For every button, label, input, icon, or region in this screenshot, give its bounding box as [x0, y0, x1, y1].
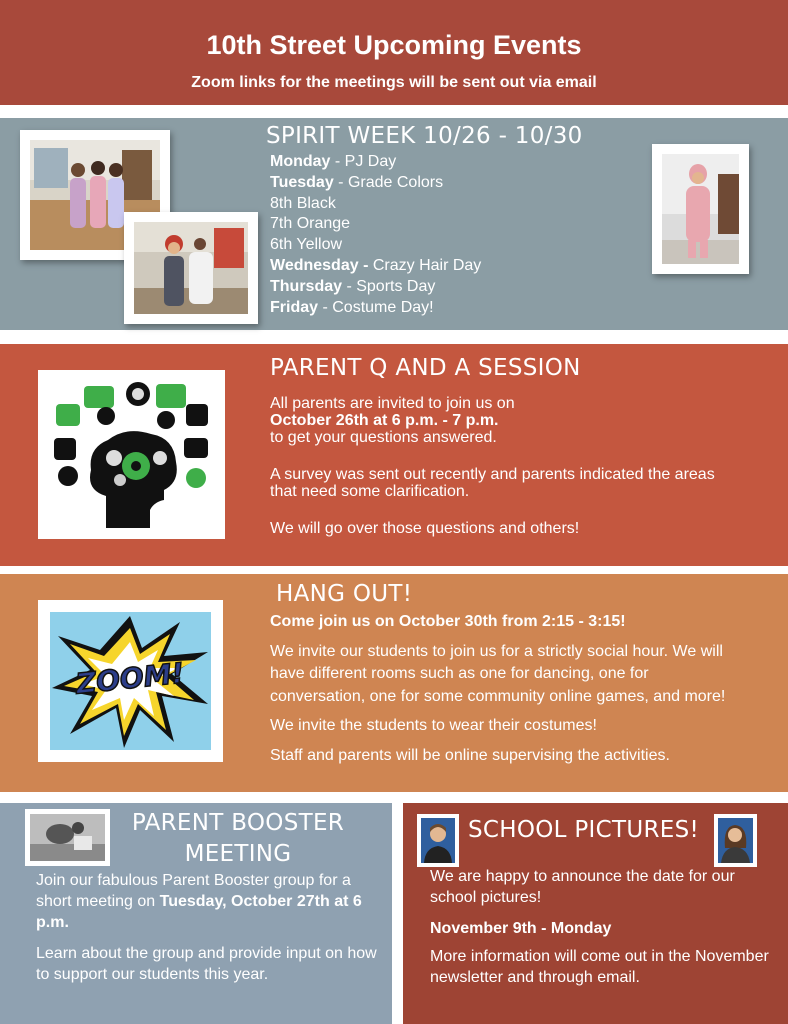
student-portrait-girl-image [718, 818, 753, 863]
pictures-date: November 9th - Monday [430, 920, 612, 937]
parent-booster-title [118, 808, 358, 870]
schedule-line-friday: Friday - Costume Day! [270, 298, 434, 316]
spirit-week-title: SPIRIT WEEK 10/26 - 10/30 [266, 123, 583, 149]
student-portrait-girl [714, 814, 757, 867]
student-portrait-boy-image [421, 818, 455, 863]
brain-gears-photo [38, 370, 225, 539]
spirit-week-schedule [270, 152, 481, 318]
booster-title-line-2: MEETING [184, 841, 292, 867]
hang-out-paragraph-2: We invite the students to wear their costumes! [270, 717, 597, 734]
schedule-line-monday: Monday - PJ Day [270, 153, 397, 170]
parent-booster-section [0, 803, 392, 1024]
qa-invite-line: All parents are invited to join us on [270, 395, 515, 412]
zoom-word: ZOOM! [74, 656, 186, 701]
school-pictures-title: SCHOOL PICTURES! [468, 817, 700, 843]
school-pictures-section [403, 803, 788, 1024]
qa-closing-paragraph: We will go over those questions and others! [270, 520, 580, 537]
parent-booster-body [36, 870, 384, 985]
qa-date-time: October 26th at 6 p.m. - 7 p.m. [270, 412, 499, 429]
hang-out-body [270, 611, 740, 767]
header-banner [0, 0, 788, 105]
hang-out-lead: Come join us on October 30th from 2:15 - 3:15! [270, 613, 626, 630]
hang-out-section [0, 574, 788, 792]
hang-out-paragraph-1: We invite our students to join us for a strictly social hour. We will have different rooms such as one for dancing, one for conversation, one for some community online games, and more! [270, 642, 726, 705]
zoom-comic-photo [38, 600, 223, 762]
school-pictures-body [430, 866, 775, 988]
schedule-line-7th: 7th Orange [270, 215, 351, 233]
booster-paragraph-2: Learn about the group and provide input on how to support our students this year. [36, 945, 377, 983]
booster-image [30, 814, 105, 861]
hang-out-paragraph-3: Staff and parents will be online supervising the activities. [270, 746, 670, 764]
schedule-line-thursday: Thursday - Sports Day [270, 277, 436, 295]
parent-qa-section [0, 344, 788, 566]
schedule-line-6th: 6th Yellow [270, 236, 343, 254]
students-grade-colors-photo [124, 212, 258, 324]
pictures-paragraph-1: We are happy to announce the date for our school pictures! [430, 868, 735, 906]
students-grade-colors-image [134, 222, 248, 314]
parent-qa-body [270, 395, 730, 537]
hang-out-title: HANG OUT! [276, 581, 413, 607]
booster-paragraph-1: Join our fabulous Parent Booster group for a short meeting on Tuesday, October 27th at 6 p.m. [36, 872, 362, 931]
brain-gears-icon [46, 378, 217, 531]
page-title: 10th Street Upcoming Events [206, 30, 582, 60]
schedule-line-8th: 8th Black [270, 194, 336, 212]
booster-photo [25, 809, 110, 866]
parent-qa-title: PARENT Q AND A SESSION [270, 355, 581, 381]
qa-survey-paragraph: A survey was sent out recently and parents indicated the areas that need some clarification. [270, 466, 715, 500]
zoom-burst-icon [50, 612, 211, 750]
student-portrait-boy [417, 814, 459, 867]
spirit-week-section [0, 118, 788, 330]
page-subtitle: Zoom links for the meetings will be sent out via email [191, 74, 597, 91]
schedule-line-tuesday: Tuesday - Grade Colors [270, 173, 444, 191]
qa-questions-line: to get your questions answered. [270, 429, 497, 446]
booster-title-line-1: PARENT BOOSTER [131, 810, 345, 836]
student-costume-photo [652, 144, 749, 274]
student-costume-image [662, 154, 739, 264]
schedule-line-wednesday: Wednesday - Crazy Hair Day [270, 256, 482, 274]
pictures-paragraph-2: More information will come out in the November newsletter and through email. [430, 948, 769, 986]
